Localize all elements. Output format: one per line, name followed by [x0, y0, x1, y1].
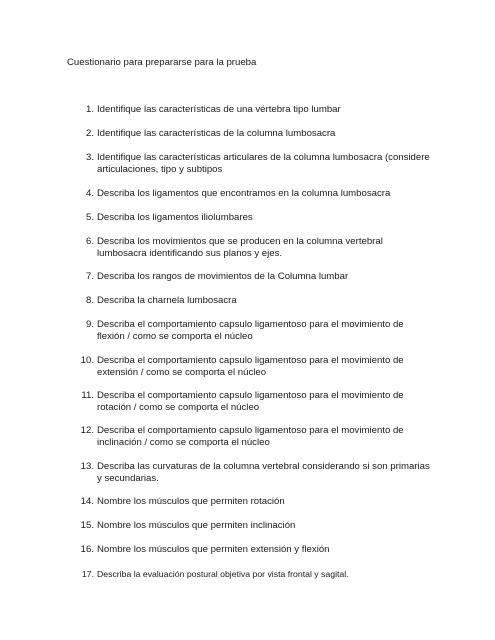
question-text: Describa los ligamentos que encontramos en la columna lumbosacra: [97, 188, 391, 199]
question-text: Describa la evaluación postural objetiva por vista frontal y sagital.: [97, 569, 349, 579]
question-number: 16.: [80, 544, 94, 555]
question-text: Describa la charnela lumbosacra: [97, 295, 237, 306]
question-number: 8.: [85, 295, 94, 306]
question-number: 4.: [85, 188, 94, 199]
question-number: 11.: [81, 390, 94, 401]
question-text: Nombre los músculos que permiten extensión y flexión: [97, 544, 330, 555]
question-text: Nombre los músculos que permiten inclinación: [97, 520, 296, 531]
question-text: Describa los rangos de movimientos de la Columna lumbar: [97, 271, 349, 282]
question-text: Describa los movimientos que se producen en la columna vertebral lumbosacra identificando sus planos y ejes.: [97, 236, 383, 259]
question-text: Describa el comportamiento capsulo ligamentoso para el movimiento de rotación / como se comporta el núcleo: [97, 390, 404, 413]
question-number: 13.: [80, 461, 94, 472]
question-text: Describa el comportamiento capsulo ligamentoso para el movimiento de inclinación / como se comporta el núcleo: [97, 425, 404, 448]
question-number: 3.: [85, 152, 94, 163]
question-number: 14.: [80, 496, 94, 507]
question-text: Identifique las características de una vértebra tipo lumbar: [97, 104, 341, 115]
question-number: 10.: [80, 355, 94, 366]
question-text: Describa las curvaturas de la columna vertebral considerando si son primarias y secundarias.: [97, 461, 430, 484]
question-number: 9.: [85, 319, 94, 330]
page-title: Cuestionario para prepararse para la prueba: [67, 57, 257, 68]
question-number: 7.: [85, 271, 94, 282]
question-number: 1.: [85, 104, 94, 115]
question-number: 2.: [85, 128, 94, 139]
question-text: Identifique las características de la columna lumbosacra: [97, 128, 336, 139]
question-text: Describa el comportamiento capsulo ligamentoso para el movimiento de extensión / como se comporta el núcleo: [97, 355, 404, 378]
question-text: Describa el comportamiento capsulo ligamentoso para el movimiento de flexión / como se comporta el núcleo: [97, 319, 404, 342]
question-number: 15.: [80, 520, 94, 531]
question-number: 17.: [81, 569, 94, 579]
question-number: 5.: [85, 212, 94, 223]
question-text: Identifique las características articulares de la columna lumbosacra (considere articulaciones, tipo y subtipos: [97, 152, 430, 175]
question-number: 12.: [80, 425, 94, 436]
question-text: Describa los ligamentos iliolumbares: [97, 212, 253, 223]
question-text: Nombre los músculos que permiten rotación: [97, 496, 285, 507]
question-number: 6.: [85, 236, 94, 247]
